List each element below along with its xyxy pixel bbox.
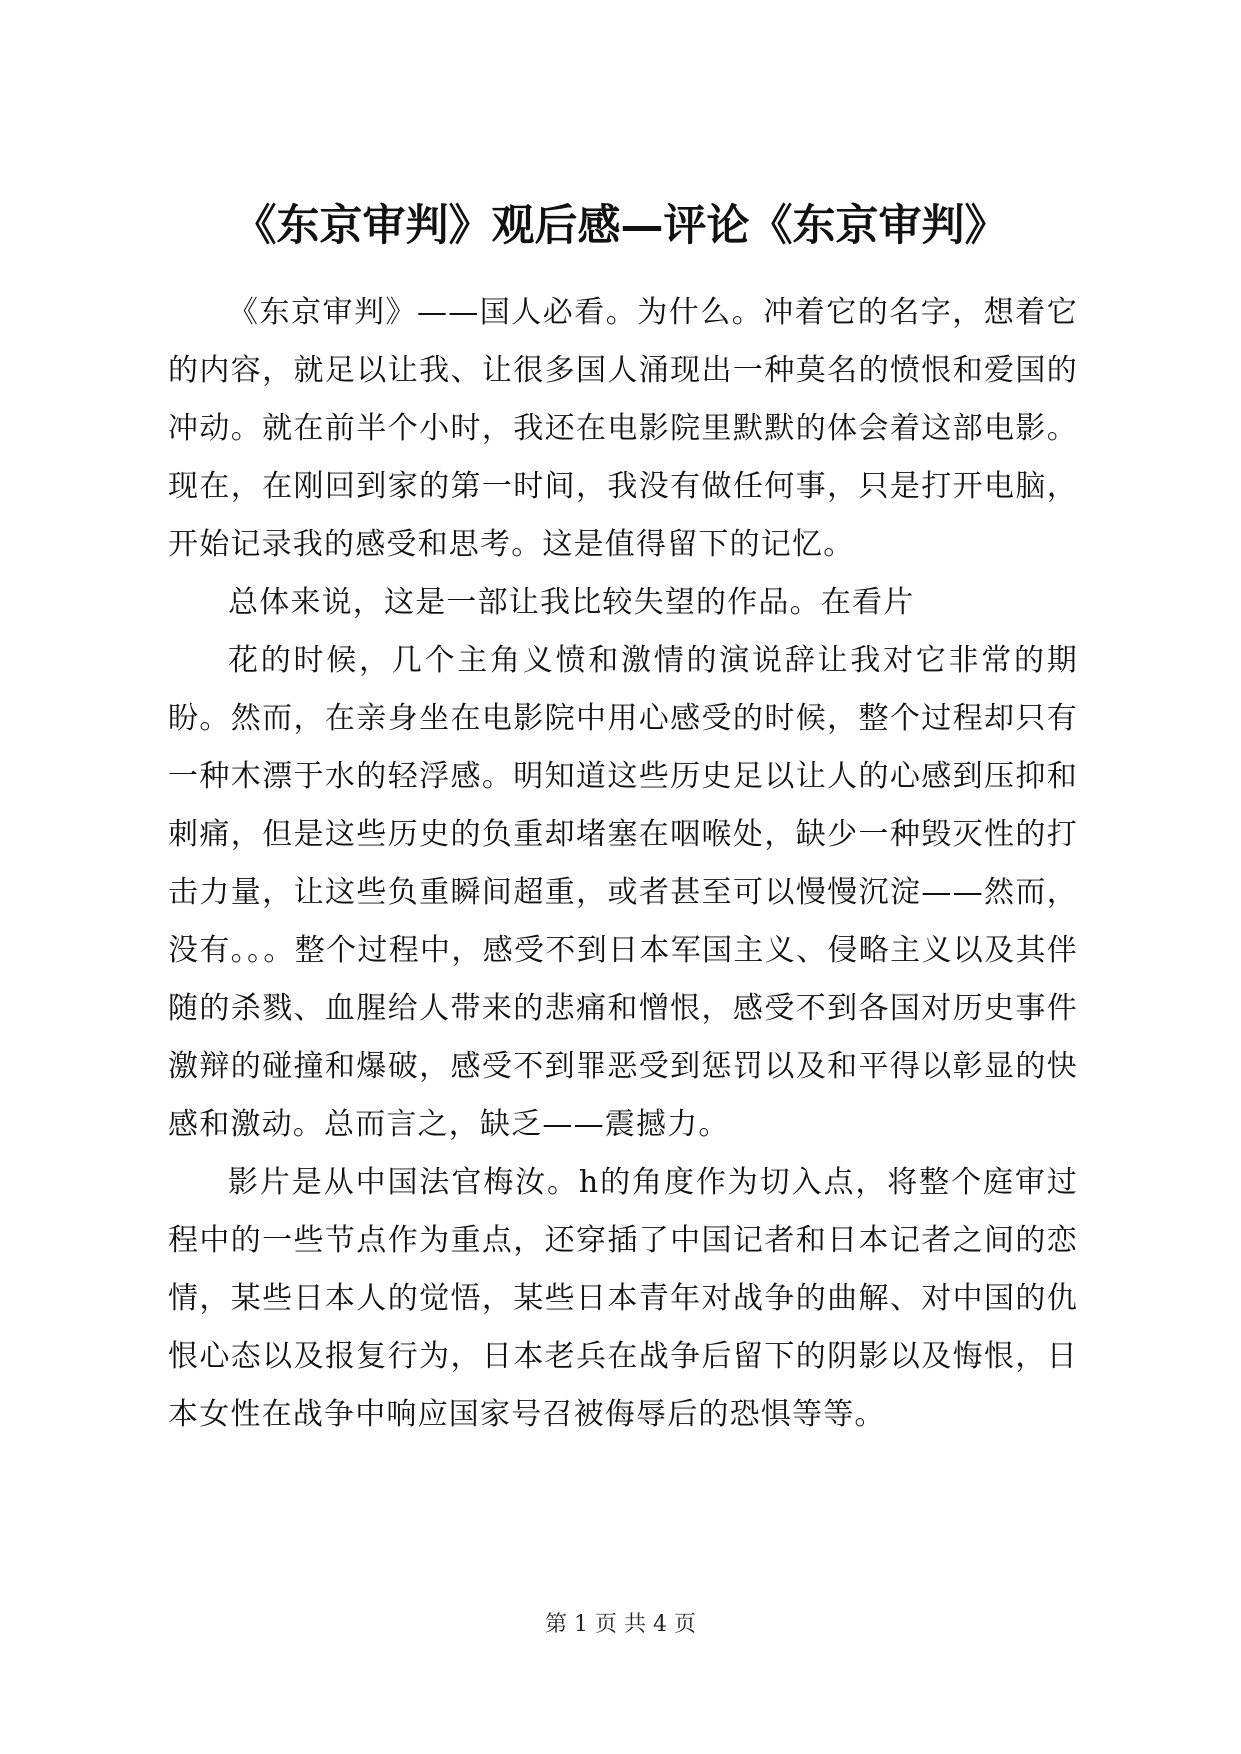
page-footer: 第 1 页 共 4 页 — [545, 1612, 696, 1637]
paragraph-4: 影片是从中国法官梅汝。h的角度作为切入点，将整个庭审过程中的一些节点作为重点，还穿插了中国记者和日本记者之间的恋情，某些日本人的觉悟，某些日本青年对战争的曲解、对中国的仇恨心态以及报复行为，日本老兵在战争后留下的阴影以及悔恨，日本女性在战争中响应国家号召被侮辱后的恐惧等等。 — [168, 1165, 1078, 1432]
paragraph-1: 《东京审判》——国人必看。为什么。冲着它的名字，想着它的内容，就足以让我、让很多国人涌现出一种莫名的愤恨和爱国的冲动。就在前半个小时，我还在电影院里默默的体会着这部电影。现在，在刚回到家的第一时间，我没有做任何事，只是打开电脑，开始记录我的感受和思考。这是值得留下的记忆。 — [168, 295, 1078, 562]
paragraph-3: 花的时候，几个主角义愤和激情的演说辞让我对它非常的期盼。然而，在亲身坐在电影院中用心感受的时候，整个过程却只有一种木漂于水的轻浮感。明知道这些历史足以让人的心感到压抑和刺痛，但是这些历史的负重却堵塞在咽喉处，缺少一种毁灭性的打击力量，让这些负重瞬间超重，或者甚至可以慢慢沉淀——然而，没有。。。整个过程中，感受不到日本军国主义、侵略主义以及其伴随的杀戮、血腥给人带来的悲痛和憎恨，感受不到各国对历史事件激辩的碰撞和爆破，感受不到罪恶受到惩罚以及和平得以彰显的快感和激动。总而言之，缺乏——震撼力。 — [168, 643, 1078, 1142]
document-title: 《东京审判》观后感—评论《东京审判》 — [233, 201, 1008, 251]
paragraph-2: 总体来说，这是一部让我比较失望的作品。在看片 — [228, 585, 915, 620]
document-body — [168, 284, 1078, 1444]
